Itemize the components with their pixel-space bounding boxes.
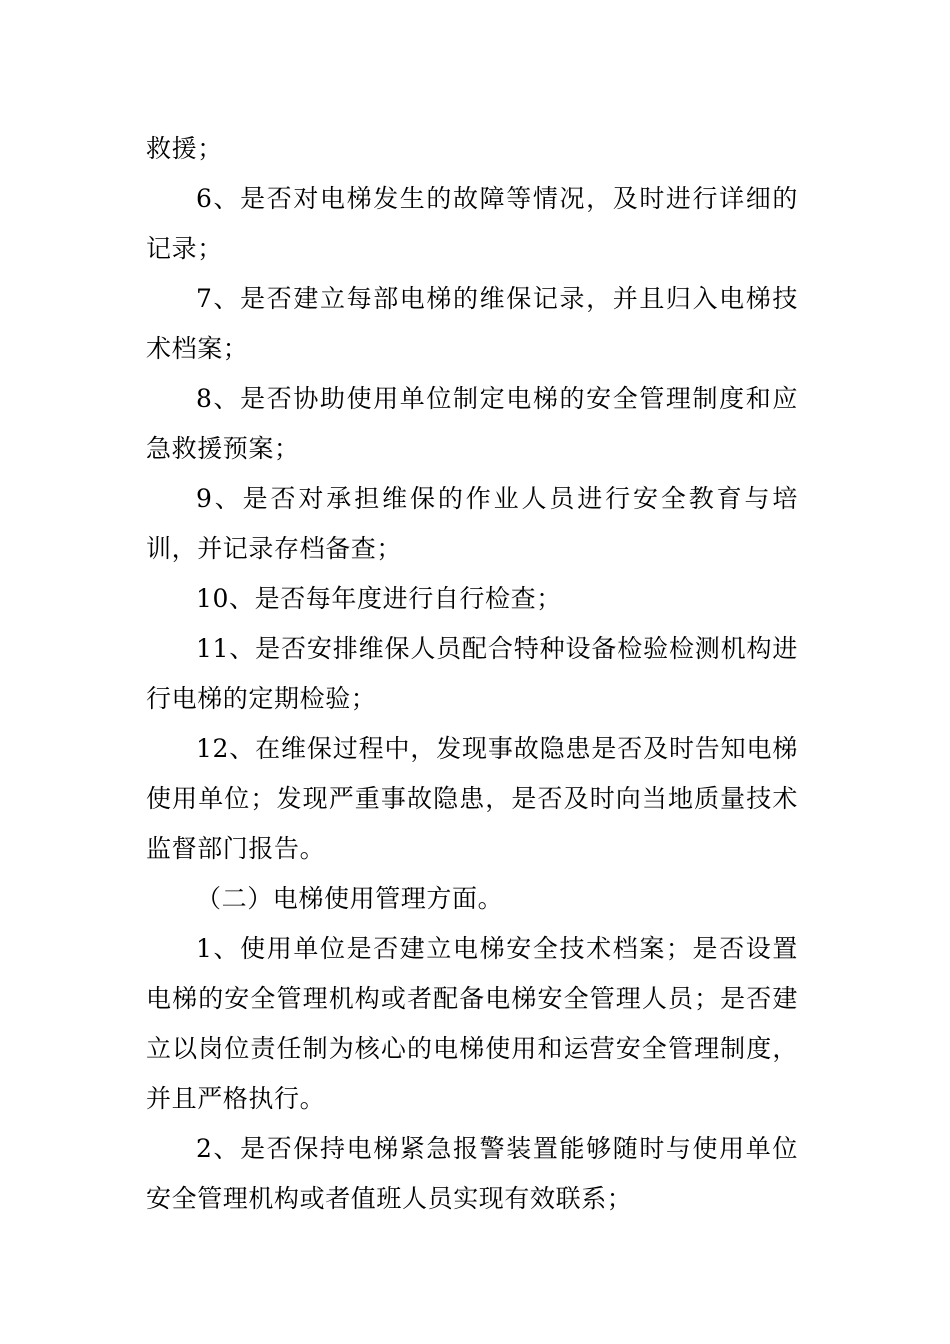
paragraph-item-11: 11、是否安排维保人员配合特种设备检验检测机构进行电梯的定期检验； [146, 634, 798, 713]
document-body [146, 124, 798, 1224]
paragraph-item-8: 8、是否协助使用单位制定电梯的安全管理制度和应急救援预案； [146, 384, 798, 463]
paragraph-item-9: 9、是否对承担维保的作业人员进行安全教育与培训，并记录存档备查； [146, 484, 798, 563]
paragraph-usage-item-2: 2、是否保持电梯紧急报警装置能够随时与使用单位安全管理机构或者值班人员实现有效联系； [146, 1134, 798, 1213]
paragraph-item-10: 10、是否每年度进行自行检查； [196, 584, 562, 613]
paragraph-continuation: 救援； [146, 134, 223, 163]
paragraph-item-6: 6、是否对电梯发生的故障等情况，及时进行详细的记录； [146, 184, 798, 263]
paragraph-usage-item-1: 1、使用单位是否建立电梯安全技术档案；是否设置电梯的安全管理机构或者配备电梯安全管理人员；是否建立以岗位责任制为核心的电梯使用和运营安全管理制度，并且严格执行。 [146, 934, 798, 1113]
paragraph-item-12: 12、在维保过程中，发现事故隐患是否及时告知电梯使用单位；发现严重事故隐患，是否及时向当地质量技术监督部门报告。 [146, 734, 798, 863]
section-heading: （二）电梯使用管理方面。 [196, 884, 504, 913]
paragraph-item-7: 7、是否建立每部电梯的维保记录，并且归入电梯技术档案； [146, 284, 798, 363]
